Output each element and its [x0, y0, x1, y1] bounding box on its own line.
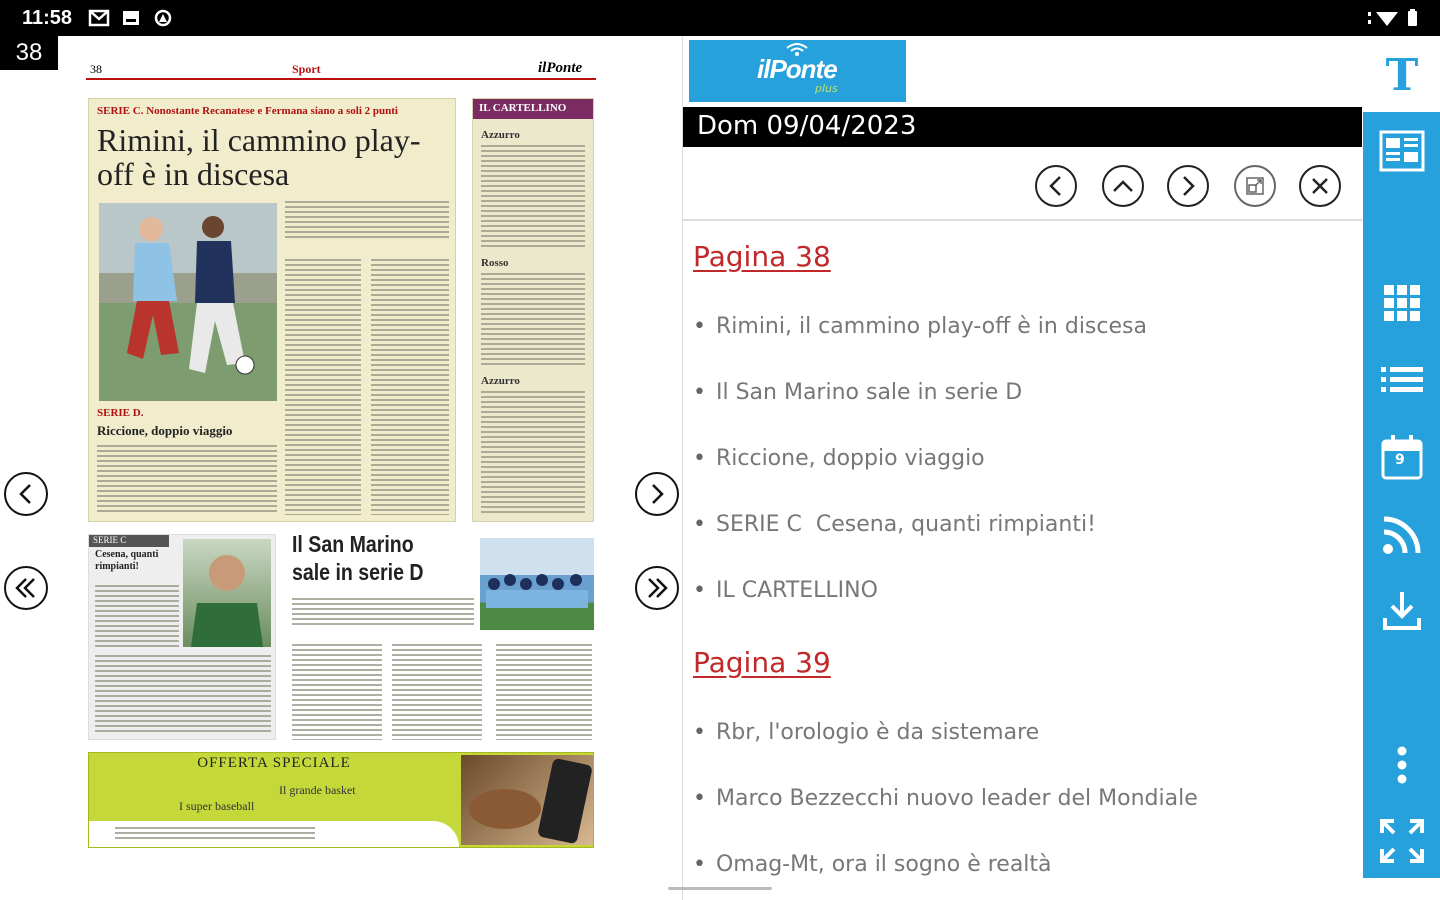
image-icon	[120, 8, 142, 28]
cartellino-section: Rosso	[481, 257, 509, 269]
list-icon	[1381, 365, 1423, 395]
toc-article-link[interactable]: • Il San Marino sale in serie D	[693, 380, 1022, 405]
double-chevron-left-icon	[13, 576, 39, 600]
grid-view-button[interactable]	[1377, 278, 1427, 328]
cartellino-title: IL CARTELLINO	[473, 99, 593, 119]
close-icon	[1309, 175, 1331, 197]
newspaper-page-number: 38	[90, 62, 102, 76]
reader-toolbar	[683, 147, 1362, 221]
ilponte-logo	[689, 40, 906, 102]
toc-article-link[interactable]: • Omag-Mt, ora il sogno è realtà	[693, 852, 1052, 877]
scroll-up-button[interactable]	[1102, 165, 1144, 207]
calendar-button[interactable]	[1377, 432, 1427, 482]
coach-photo	[183, 539, 271, 647]
home-indicator[interactable]	[668, 887, 772, 890]
team-photo	[480, 538, 594, 630]
sanmarino-title[interactable]: Il San Marino sale in serie D	[292, 531, 424, 585]
chevron-up-icon	[1111, 176, 1135, 196]
ad-photo	[461, 755, 593, 845]
fullscreen-button[interactable]	[1377, 816, 1427, 866]
newspaper-icon	[1379, 130, 1425, 172]
toc-page-link[interactable]: Pagina 38	[693, 240, 831, 273]
newspaper-logo: ilPonte	[538, 60, 583, 76]
sidebar	[1363, 112, 1440, 878]
issue-date: Dom 09/04/2023	[683, 107, 1362, 147]
status-bar	[0, 0, 1440, 36]
table-of-contents	[693, 230, 1353, 880]
article-cartellino[interactable]	[472, 98, 594, 522]
newspaper-page[interactable]	[86, 58, 596, 850]
toc-article-link[interactable]: • Rimini, il cammino play-off è in discesa	[693, 314, 1147, 339]
toc-page-link[interactable]: Pagina 39	[693, 646, 831, 679]
chevron-right-icon	[1178, 174, 1198, 198]
fullscreen-icon	[1380, 819, 1424, 863]
ad-footer	[89, 821, 459, 847]
rss-icon	[1382, 515, 1422, 555]
logo-subtext: plus	[815, 82, 838, 95]
ad-title: OFFERTA SPECIALE	[197, 755, 351, 771]
ad-line: I super baseball	[179, 799, 255, 813]
close-button[interactable]	[1299, 165, 1341, 207]
download-icon	[1382, 590, 1422, 632]
toc-article-link[interactable]: • Riccione, doppio viaggio	[693, 446, 985, 471]
calendar-day: 9	[1395, 452, 1405, 468]
more-options-button[interactable]	[1377, 740, 1427, 790]
previous-article-button[interactable]	[1035, 165, 1077, 207]
rss-button[interactable]	[1377, 510, 1427, 560]
newspaper-section: Sport	[292, 62, 321, 76]
chevron-left-icon	[16, 482, 36, 506]
chevron-right-icon	[647, 482, 667, 506]
connectivity-icons	[1364, 8, 1424, 28]
toc-article-link[interactable]: • IL CARTELLINO	[693, 578, 878, 603]
mail-icon	[88, 8, 110, 28]
cesena-kicker: SERIE C	[89, 535, 169, 547]
cartellino-section: Azzurro	[481, 129, 520, 141]
first-page-button[interactable]	[4, 566, 48, 610]
newspaper-header	[86, 58, 596, 80]
toc-article-link[interactable]: • SERIE C Cesena, quanti rimpianti!	[693, 512, 1096, 537]
expand-icon	[1243, 174, 1267, 198]
chevron-left-icon	[1046, 174, 1066, 198]
sync-icon	[152, 8, 174, 28]
double-chevron-right-icon	[644, 576, 670, 600]
download-button[interactable]	[1377, 586, 1427, 636]
advertisement[interactable]	[88, 752, 594, 848]
article-sub-kicker: SERIE D.	[97, 407, 144, 419]
text-mode-button[interactable]: T	[1385, 50, 1419, 101]
list-view-button[interactable]	[1377, 355, 1427, 405]
next-article-button[interactable]	[1167, 165, 1209, 207]
cesena-title: Cesena, quanti rimpianti!	[95, 549, 159, 572]
grid-icon	[1383, 284, 1421, 322]
page-number-badge: 38	[0, 36, 58, 70]
next-page-button[interactable]	[635, 472, 679, 516]
toc-article-link[interactable]: • Rbr, l'orologio è da sistemare	[693, 720, 1039, 745]
ad-line: Il grande basket	[279, 783, 356, 797]
status-time: 11:58	[22, 7, 73, 29]
last-page-button[interactable]	[635, 566, 679, 610]
article-kicker: SERIE C. Nonostante Recanatese e Fermana siano a soli 2 punti	[97, 105, 398, 117]
article-cesena[interactable]	[88, 534, 276, 740]
article-sub-title: Riccione, doppio viaggio	[97, 423, 233, 438]
more-vertical-icon	[1396, 745, 1408, 785]
previous-page-button[interactable]	[4, 472, 48, 516]
football-photo	[99, 203, 277, 401]
cartellino-section: Azzurro	[481, 375, 520, 387]
newspaper-view-button[interactable]	[1377, 126, 1427, 176]
logo-text: ilPonte	[757, 54, 837, 84]
article-title: Rimini, il cammino play-off è in discesa	[97, 122, 421, 192]
article-rimini[interactable]	[88, 98, 456, 522]
expand-button[interactable]	[1234, 165, 1276, 207]
toc-article-link[interactable]: • Marco Bezzecchi nuovo leader del Mondiale	[693, 786, 1198, 811]
